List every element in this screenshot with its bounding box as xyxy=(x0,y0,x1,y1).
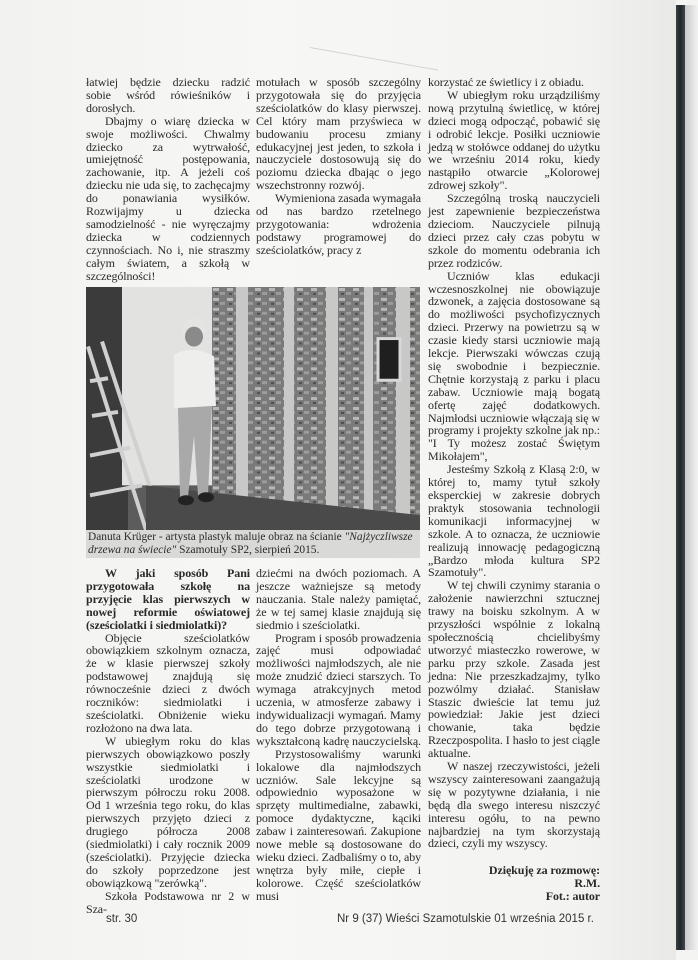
paragraph: Przystosowaliśmy warunki lokalowe dla najmłodszych uczniów. Sale lekcyjne są odpowiednio wyposażone w sprzęty multimedialne, zabawki, pomoce dydaktyczne, kąciki zabaw i zainteresowań. Zakupione nowe meble są dostosowane do wieku dzieci. Zadbaliśmy o to, aby wnętrza były miłe, ciepłe i kolorowe. Część sześciolatków musi xyxy=(256,746,421,903)
signoff-initials: R.M. xyxy=(574,876,600,891)
paragraph: Jesteśmy Szkołą z Klasą 2:0, w której to, mamy tytuł szkoły eksperckiej w zakresie dobrych praktyk stosowania technologii komunikacji informacyjnej w szkole. A to oznacza, że uczniowie realizują innowację pedagogiczną „Bardzo młoda kultura SP2 Szamotuły". xyxy=(428,462,600,580)
paragraph: Objęcie sześciolatków obowiązkiem szkolnym oznacza, że w klasie pierwszej szkoły podstawowej znajdują się równocześnie dzieci z dwóch roczników: siedmiolatki i sześciolatki. Obniżenie wieku rozłożono na dwa lata. xyxy=(86,630,250,735)
paragraph: motułach w sposób szczególny przygotowała się do przyjęcia sześciolatków do klasy pierwszej. Cel który mam przyświeca w budowaniu procesu zmiany edukacyjnej jest jeden, to szkoła i nauczyciele dostosowują się do poziomu dziecka dbając o jego wszechstronny rozwój. xyxy=(256,75,421,193)
paragraph: W tej chwili czynimy starania o założenie nawierzchni sztucznej trawy na boisku szkolnym. A w przyszłości wspólnie z lokalną społecznością chcielibyśmy utworzyć miasteczko rowerowe, w parku przy szkole. Zasada jest jedna: Nie przeszkadzajmy, tylko pozwólmy działać. Stanisław Staszic dwieście lat temu już powiedział: Jakie jest dzieci chowanie, taka będzie Rzeczpospolita. I hasło to jest ciągle aktualne. xyxy=(428,578,600,761)
paragraph: dziećmi na dwóch poziomach. A jeszcze ważniejsze są metody nauczania. Stale należy pamiętać, że w tej samej klasie znajdują się siedmio i sześciolatki. xyxy=(256,566,421,632)
paragraph: Szczególną troską nauczycieli jest zapewnienie bezpieczeństwa dzieciom. Nauczyciele pilnują dzieci przez cały czas pobytu w szkole do momentu odebrania ich przez rodziców. xyxy=(428,191,600,270)
article-photo xyxy=(86,287,420,530)
window xyxy=(378,339,400,381)
caption-place-date: Szamotuły SP2, sierpień 2015. xyxy=(176,544,320,556)
paragraph: Program i sposób prowadzenia zajęć musi odpowiadać możliwości najmłodszych, ale nie może znudzić dzieci starszych. To wymaga atrakcyjnych metod uczenia, w atmosferze zabawy i indywidualizacji wymagań. Mamy do tego dobrze przygotowaną i wykształconą kadrę nauczycielską. xyxy=(256,630,421,748)
caption-mural-title: "Najżyczliwsze drzewa na świecie" xyxy=(88,531,413,556)
paragraph: Dbajmy o wiarę dziecka w swoje możliwości. Chwalmy dziecko za wytrwałość, umiejętność postępowania, zachowanie, itp. A jeżeli coś dziecku nie uda się, to zachęcajmy do ponawiania wysiłków. Rozwijajmy u dziecka samodzielność - nie wyręczajmy dziecka w codziennych czynnościach. No i, nie straszmy całym światem, a szkołą w szczególności! xyxy=(86,113,250,283)
paragraph: W ubiegłym roku urządziliśmy nową przytulną świetlicę, w której dzieci mogą odpocząć, pobawić się i odrobić lekcje. Posiłki uczniowie jedzą w stołówce oddanej do użytku we wrześniu 2014 roku, kiedy nastąpiło otwarcie „Kolorowej zdrowej szkoły". xyxy=(428,87,600,193)
issue-info: Nr 9 (37) Wieści Szamotulskie 01 września 2015 r. xyxy=(337,913,594,925)
photo-credit: Fot.: autor xyxy=(545,889,600,904)
page-edge-binding xyxy=(676,5,685,950)
page-number: str. 30 xyxy=(106,913,138,925)
page-edge-shadow xyxy=(685,5,698,950)
photo-mural-painter xyxy=(86,287,420,530)
caption-text: Danuta Krüger - artysta plastyk maluje obraz na ścianie xyxy=(88,531,345,543)
paragraph: korzystać ze świetlicy i z obiadu. xyxy=(428,75,584,89)
paragraph: W ubiegłym roku do klas pierwszych obowiązkowo poszły wszystkie siedmiolatki i sześciolatki urodzone w pierwszym półroczu roku 2008. Od 1 września tego roku, do klas pierwszych przyjęto dzieci z drugiego półrocza 2008 (siedmiolatki) i cały rocznik 2009 (sześciolatki). Przyjęcie dziecka do szkoły poprzedzone jest obowiązkową "zerówką". xyxy=(86,733,250,890)
column-1-bottom xyxy=(86,567,250,915)
column-2-top xyxy=(256,76,421,257)
column-3 xyxy=(428,76,600,903)
signoff-thanks: Dziękuję za rozmowę: xyxy=(488,863,600,878)
signoff-spacer xyxy=(428,850,600,864)
paragraph: Uczniów klas edukacji wczesnoszkolnej nie obowiązuje dzwonek, a zajęcia dostosowane są do możliwości psychofizycznych dzieci. Przerwy na powietrzu są w czasie kiedy starsi uczniowie mają lekcje. Pierwszaki wówczas czują się swobodnie i bezpiecznie. Chętnie korzystają z parku i placu zabaw. Uczniowie mają bogatą ofertę zajęć dodatkowych. Najmłodsi uczniowie włączają się w programy i projekty szkolne jak np.: "I Ty możesz zostać Świętym Mikołajem", xyxy=(428,268,600,464)
paragraph: Wymieniona zasada wymagała od nas bardzo rzetelnego przygotowania: wdrożenia podstawy programowej do sześciolatków, pracy z xyxy=(256,191,421,257)
photo-caption xyxy=(86,530,420,558)
column-2-bottom xyxy=(256,567,421,903)
paragraph: W naszej rzeczywistości, jeżeli wszyscy zainteresowani zaangażują się w pozytywne działania, i nie będą dla swego interesu niszczyć interesu ogółu, to na pewno najbardziej na tym skorzystają dzieci, czyli my wszyscy. xyxy=(428,759,600,851)
paragraph: łatwiej będzie dziecku radzić sobie wśród rówieśników i dorosłych. xyxy=(86,75,250,115)
paragraph: Szkoła Podstawowa nr 2 w Sza- xyxy=(86,888,250,916)
column-1-top xyxy=(86,76,250,283)
interview-question: W jaki sposób Pani przygotowała szkołę na przyjęcie klas pierwszych w nowej reformie oświatowej (sześciolatki i siedmiolatki)? xyxy=(86,566,250,632)
